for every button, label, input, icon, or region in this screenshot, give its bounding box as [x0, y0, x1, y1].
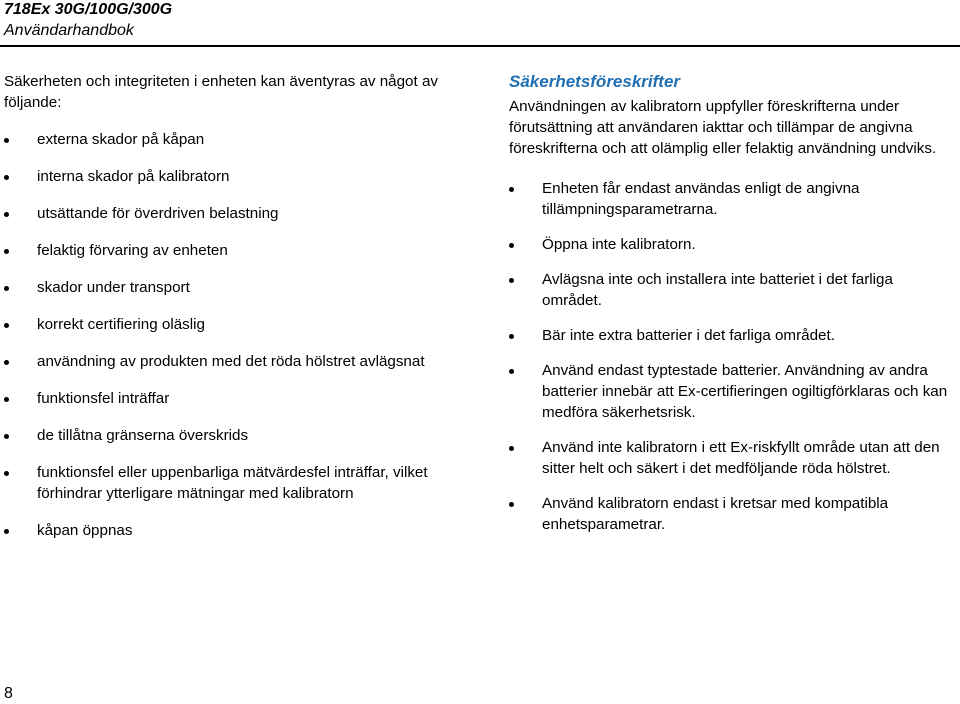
bullet-icon	[509, 187, 514, 192]
list-item	[509, 234, 949, 255]
list-item-text: felaktig förvaring av enheten	[37, 242, 228, 259]
list-item-text: funktionsfel inträffar	[37, 390, 170, 407]
bullet-icon	[509, 334, 514, 339]
header-rule	[0, 45, 960, 47]
list-item-text: Använd endast typtestade batterier. Användning av andra batterier innebär att Ex-certifieringen ogiltigförklaras och kan medföra säkerhetsrisk.	[542, 362, 948, 421]
bullet-icon	[4, 212, 9, 217]
bullet-icon	[4, 434, 9, 439]
list-item	[4, 314, 474, 335]
bullet-icon	[4, 138, 9, 143]
list-item-text: Använd inte kalibratorn i ett Ex-riskfyllt område utan att den sitter helt och säkert i det medföljande röda hölstret.	[542, 439, 940, 477]
list-item	[509, 178, 949, 220]
list-item-text: Bär inte extra batterier i det farliga området.	[542, 327, 835, 344]
list-item	[509, 360, 949, 423]
left-column	[4, 71, 474, 557]
list-item	[4, 129, 474, 150]
list-item-text: de tillåtna gränserna överskrids	[37, 427, 249, 444]
bullet-icon	[4, 360, 9, 365]
manual-subtitle: Användarhandbok	[4, 22, 134, 39]
bullet-icon	[509, 369, 514, 374]
list-item	[4, 166, 474, 187]
list-item-text: Avlägsna inte och installera inte batteriet i det farliga området.	[542, 271, 893, 309]
list-item-text: Använd kalibratorn endast i kretsar med kompatibla enhetsparametrar.	[542, 495, 889, 533]
page-header	[4, 0, 172, 42]
list-item	[4, 520, 474, 541]
list-item	[4, 277, 474, 298]
bullet-icon	[4, 471, 9, 476]
list-item-text: korrekt certifiering oläslig	[37, 316, 205, 333]
list-item	[4, 462, 474, 504]
list-item-text: användning av produkten med det röda hölstret avlägsnat	[37, 353, 425, 370]
product-title: 718Ex 30G/100G/300G	[4, 1, 173, 18]
list-item	[4, 203, 474, 224]
right-intro: Användningen av kalibratorn uppfyller föreskrifterna under förutsättning att användaren iakttar och tillämpar de angivna föreskrifterna och att olämplig eller felaktig användning undviks.	[509, 98, 937, 157]
list-item-text: Öppna inte kalibratorn.	[542, 236, 696, 253]
list-item-text: kåpan öppnas	[37, 522, 133, 539]
precaution-list	[509, 178, 949, 535]
list-item	[4, 240, 474, 261]
list-item-text: funktionsfel eller uppenbarliga mätvärdesfel inträffar, vilket förhindrar ytterligare mätningar med kalibratorn	[37, 464, 428, 502]
list-item-text: externa skador på kåpan	[37, 131, 205, 148]
list-item	[509, 269, 949, 311]
left-intro: Säkerheten och integriteten i enheten kan äventyras av något av följande:	[4, 73, 438, 111]
list-item	[4, 425, 474, 446]
bullet-icon	[509, 243, 514, 248]
list-item	[509, 325, 949, 346]
bullet-icon	[4, 529, 9, 534]
bullet-icon	[509, 446, 514, 451]
list-item-text: utsättande för överdriven belastning	[37, 205, 279, 222]
bullet-icon	[4, 323, 9, 328]
bullet-icon	[4, 249, 9, 254]
bullet-icon	[509, 278, 514, 283]
list-item	[4, 388, 474, 409]
bullet-icon	[4, 286, 9, 291]
list-item-text: skador under transport	[37, 279, 190, 296]
list-item	[509, 493, 949, 535]
bullet-icon	[4, 397, 9, 402]
bullet-icon	[4, 175, 9, 180]
right-column	[509, 71, 949, 549]
risk-list	[4, 129, 474, 541]
bullet-icon	[509, 502, 514, 507]
page-number: 8	[4, 685, 13, 702]
list-item	[4, 351, 474, 372]
section-heading: Säkerhetsföreskrifter	[509, 72, 681, 91]
list-item-text: Enheten får endast användas enligt de angivna tillämpningsparametrarna.	[542, 180, 860, 218]
list-item-text: interna skador på kalibratorn	[37, 168, 230, 185]
list-item	[509, 437, 949, 479]
